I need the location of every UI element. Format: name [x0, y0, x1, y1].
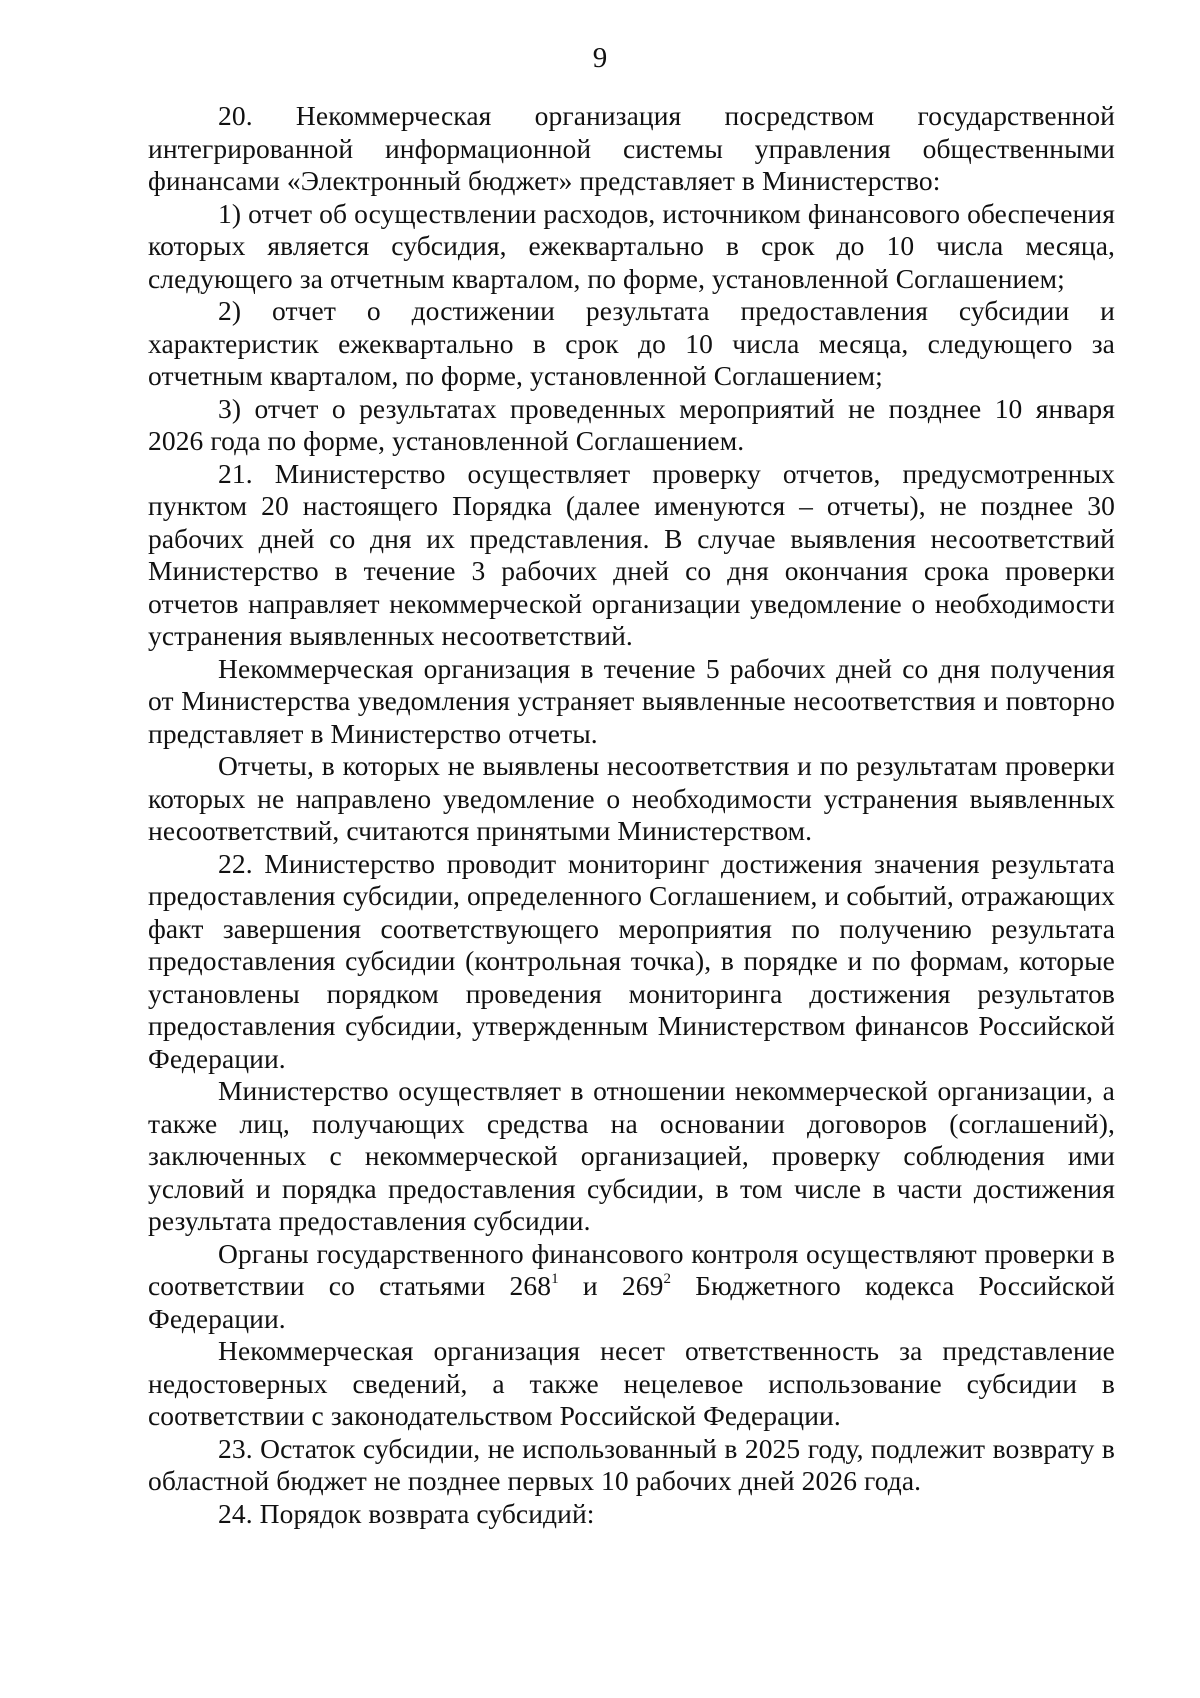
document-body — [148, 100, 1115, 1530]
paragraph-20-item-1: 1) отчет об осуществлении расходов, источником финансового обеспечения которых является субсидия, ежеквартально в срок до 10 числа месяца, следующего за отчетным кварталом, по форме, установленной Соглашением; — [148, 197, 1115, 294]
paragraph-21-correction: Некоммерческая организация в течение 5 рабочих дней со дня получения от Министерства уведомления устраняет выявленные несоответствия и повторно представляет в Министерство отчеты. — [148, 652, 1115, 749]
control-text-part3: Бюджетного кодекса Российской Федерации. — [148, 1270, 1115, 1334]
paragraph-22-state-control — [148, 1238, 1115, 1336]
paragraph-21-acceptance: Отчеты, в которых не выявлены несоответствия и по результатам проверки которых не направлено уведомление о необходимости устранения выявленных несоответствий, считаются принятыми Министерством. — [148, 750, 1115, 846]
paragraph-21: 21. Министерство осуществляет проверку отчетов, предусмотренных пунктом 20 настоящего Порядка (далее именуются – отчеты), не позднее 30 рабочих дней со дня их представления. В случае выявления несоответствий Министерство в течение 3 рабочих дней со дня окончания срока проверки отчетов направляет некоммерческой организации уведомление о необходимости устранения выявленных несоответствий. — [148, 457, 1115, 651]
paragraph-23: 23. Остаток субсидии, не использованный в 2025 году, подлежит возврату в областной бюджет не позднее первых 10 рабочих дней 2026 года. — [148, 1432, 1115, 1496]
paragraph-20-item-3: 3) отчет о результатах проведенных мероприятий не позднее 10 января 2026 года по форме, установленной Соглашением. — [148, 392, 1115, 456]
superscript-1: 1 — [551, 1271, 559, 1287]
paragraph-22-inspection: Министерство осуществляет в отношении некоммерческой организации, а также лиц, получающих средства на основании договоров (соглашений), заключенных с некоммерческой организацией, проверку соблюдения ими условий и порядка предоставления субсидии, в том числе в части достижения результата предоставления субсидии. — [148, 1075, 1115, 1236]
paragraph-22-responsibility: Некоммерческая организация несет ответственность за представление недостоверных сведений, а также нецелевое использование субсидии в соответствии с законодательством Российской Федерации. — [148, 1335, 1115, 1431]
paragraph-22: 22. Министерство проводит мониторинг достижения значения результата предоставления субсидии, определенного Соглашением, и событий, отражающих факт завершения соответствующего мероприятия по получению результата предоставления субсидии (контрольная точка), в порядке и по формам, которые установлены порядком проведения мониторинга достижения результатов предоставления субсидии, утвержденным Министерством финансов Российской Федерации. — [148, 847, 1115, 1074]
control-text-part2: и 269 — [558, 1270, 664, 1301]
page-number: 9 — [592, 42, 608, 74]
paragraph-24: 24. Порядок возврата субсидий: — [218, 1497, 595, 1529]
paragraph-20: 20. Некоммерческая организация посредством государственной интегрированной информационной системы управления общественными финансами «Электронный бюджет» представляет в Министерство: — [148, 100, 1115, 196]
superscript-2: 2 — [663, 1271, 672, 1287]
paragraph-20-item-2: 2) отчет о достижении результата предоставления субсидии и характеристик ежеквартально в срок до 10 числа месяца, следующего за отчетным кварталом, по форме, установленной Соглашением; — [148, 295, 1115, 391]
control-text-part1: Органы государственного финансового контроля осуществляют проверки в соответствии со статьями 268 — [148, 1237, 1115, 1301]
